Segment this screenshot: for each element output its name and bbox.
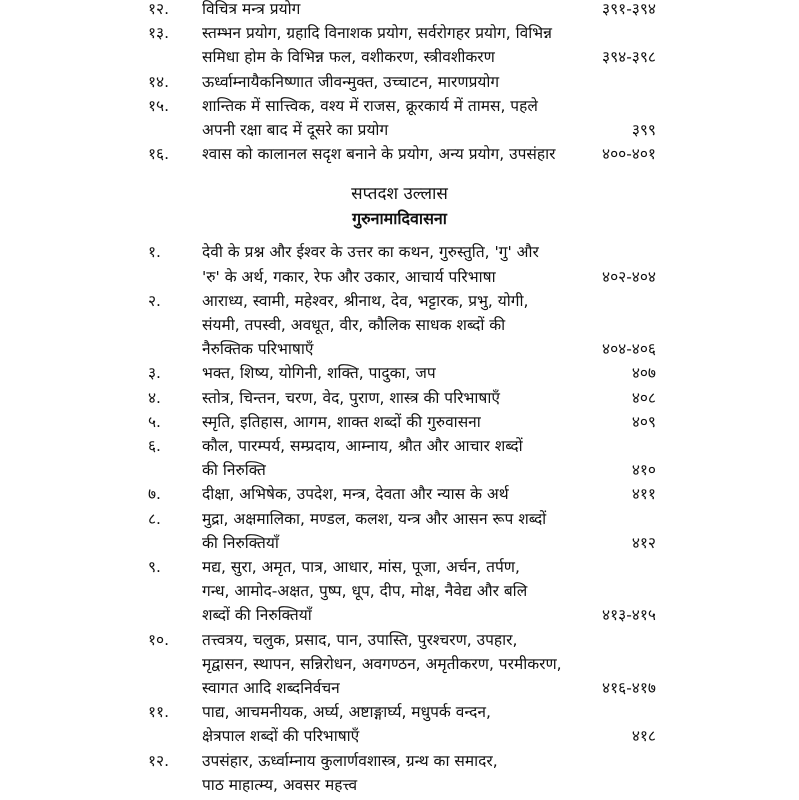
entry-title-line: शान्तिक में सात्त्विक, वश्य में राजस, क्रूरकार्य में तामस, पहले: [202, 96, 538, 115]
entry-title-line: मृद्वासन, स्थापन, सन्निरोधन, अवगण्ठन, अमृतीकरण, परमीकरण,: [202, 654, 562, 673]
entry-page-range: ४०७: [631, 364, 656, 383]
entry-title-line: पाद्य, आचमनीयक, अर्घ्य, अष्टाङ्गार्घ्य, मधुपर्क वन्दन,: [202, 703, 491, 722]
entry-number: २.: [148, 291, 161, 310]
entry-title-line: देवी के प्रश्न और ईश्वर के उत्तर का कथन, गुरुस्तुति, 'गु' और: [202, 243, 539, 262]
entry-title-line: समिधा होम के विभिन्न फल, वशीकरण, स्त्रीवशीकरण: [202, 48, 495, 67]
entry-title-line: स्तोत्र, चिन्तन, चरण, वेद, पुराण, शास्त्र की परिभाषाएँ: [202, 388, 500, 407]
entry-page-range: ४११: [631, 485, 656, 504]
entry-title-line: तत्त्वत्रय, चलुक, प्रसाद, पान, उपास्ति, पुरश्चरण, उपहार,: [202, 630, 518, 649]
entry-number: ११.: [148, 703, 170, 722]
entry-title-line: स्तम्भन प्रयोग, ग्रहादि विनाशक प्रयोग, सर्वरोगहर प्रयोग, विभिन्न: [202, 24, 552, 43]
entry-title-line: नैरुक्तिक परिभाषाएँ: [202, 340, 314, 359]
entry-page-range: ३९९: [631, 121, 656, 139]
entry-title-line: अपनी रक्षा बाद में दूसरे का प्रयोग: [202, 121, 389, 139]
entry-title-line: की निरुक्तियाँ: [202, 533, 279, 552]
entry-number: १५.: [148, 96, 170, 115]
entry-title-line: स्मृति, इतिहास, आगम, शाक्त शब्दों की गुरुवासना: [202, 412, 481, 431]
entry-title-line: पाठ माहात्म्य, अवसर महत्त्व: [202, 775, 358, 794]
entry-number: ४.: [148, 388, 161, 407]
entry-page-range: ४०९: [631, 412, 656, 431]
section-subtitle: गुरुनामादिवासना: [352, 209, 447, 229]
entry-title-line: गन्ध, आमोद-अक्षत, पुष्प, धूप, दीप, मोक्ष, नैवेद्य और बलि: [202, 582, 528, 601]
entry-page-range: ३९१-३९४: [602, 0, 656, 18]
entry-page-range: ४१०: [631, 461, 656, 480]
entry-number: १६.: [148, 145, 170, 164]
entry-title-line: भक्त, शिष्य, योगिनी, शक्ति, पादुका, जप: [202, 364, 436, 383]
entry-title-line: स्वागत आदि शब्दनिर्वचन: [202, 679, 340, 697]
entry-title-line: ऊर्ध्वाम्नायैकनिष्णात जीवन्मुक्त, उच्चाटन, मारणप्रयोग: [202, 72, 500, 91]
entry-page-range: ४१२: [631, 533, 656, 552]
entry-number: १२.: [148, 751, 170, 770]
entry-title-line: आराध्य, स्वामी, महेश्वर, श्रीनाथ, देव, भट्टारक, प्रभु, योगी,: [202, 291, 529, 310]
entry-number: ६.: [148, 437, 161, 455]
entry-title-line: संयमी, तपस्वी, अवधूत, वीर, कौलिक साधक शब्दों की: [202, 316, 506, 334]
entry-page-range: ४००-४०१: [602, 145, 656, 164]
entry-title-line: शब्दों की निरुक्तियाँ: [202, 606, 312, 625]
entry-title-line: दीक्षा, अभिषेक, उपदेश, मन्त्र, देवता और न्यास के अर्थ: [202, 485, 509, 504]
section-title: सप्तदश उल्लास: [351, 184, 448, 205]
entry-title-line: श्वास को कालानल सदृश बनाने के प्रयोग, अन्य प्रयोग, उपसंहार: [202, 145, 556, 164]
entry-number: १.: [148, 243, 161, 262]
entry-number: १२.: [148, 0, 170, 18]
entry-page-range: ४०४-४०६: [602, 340, 656, 359]
entry-page-range: ४१३-४१५: [602, 606, 656, 625]
entry-number: ७.: [148, 485, 161, 504]
entry-number: ३.: [148, 364, 161, 383]
entry-title-line: मुद्रा, अक्षमालिका, मण्डल, कलश, यन्त्र और आसन रूप शब्दों: [202, 509, 547, 528]
entry-number: ५.: [148, 412, 161, 431]
entry-number: ९.: [148, 558, 161, 576]
entry-title-line: विचित्र मन्त्र प्रयोग: [202, 0, 301, 18]
entry-title-line: कौल, पारम्पर्य, सम्प्रदाय, आम्नाय, श्रौत और आचार शब्दों: [202, 437, 523, 455]
entry-title-line: क्षेत्रपाल शब्दों की परिभाषाएँ: [202, 727, 360, 746]
entry-number: १०.: [148, 630, 170, 649]
entry-page-range: ४०८: [631, 388, 656, 407]
entry-page-range: ४१८: [631, 727, 656, 746]
entry-number: १४.: [148, 72, 170, 91]
entry-title-line: की निरुक्ति: [202, 461, 266, 480]
entry-title-line: उपसंहार, ऊर्ध्वाम्नाय कुलार्णवशास्त्र, ग्रन्थ का समादर,: [202, 751, 498, 770]
entry-page-range: ४०२-४०४: [602, 267, 656, 286]
entry-title-line: मद्य, सुरा, अमृत, पात्र, आधार, मांस, पूजा, अर्चन, तर्पण,: [202, 558, 520, 576]
entry-page-range: ३९४-३९८: [602, 48, 656, 67]
entry-title-line: 'रु' के अर्थ, गकार, रेफ और उकार, आचार्य परिभाषा: [202, 267, 496, 286]
entry-page-range: ४१६-४१७: [602, 679, 656, 697]
entry-number: ८.: [148, 509, 161, 528]
entry-number: १३.: [148, 24, 170, 43]
